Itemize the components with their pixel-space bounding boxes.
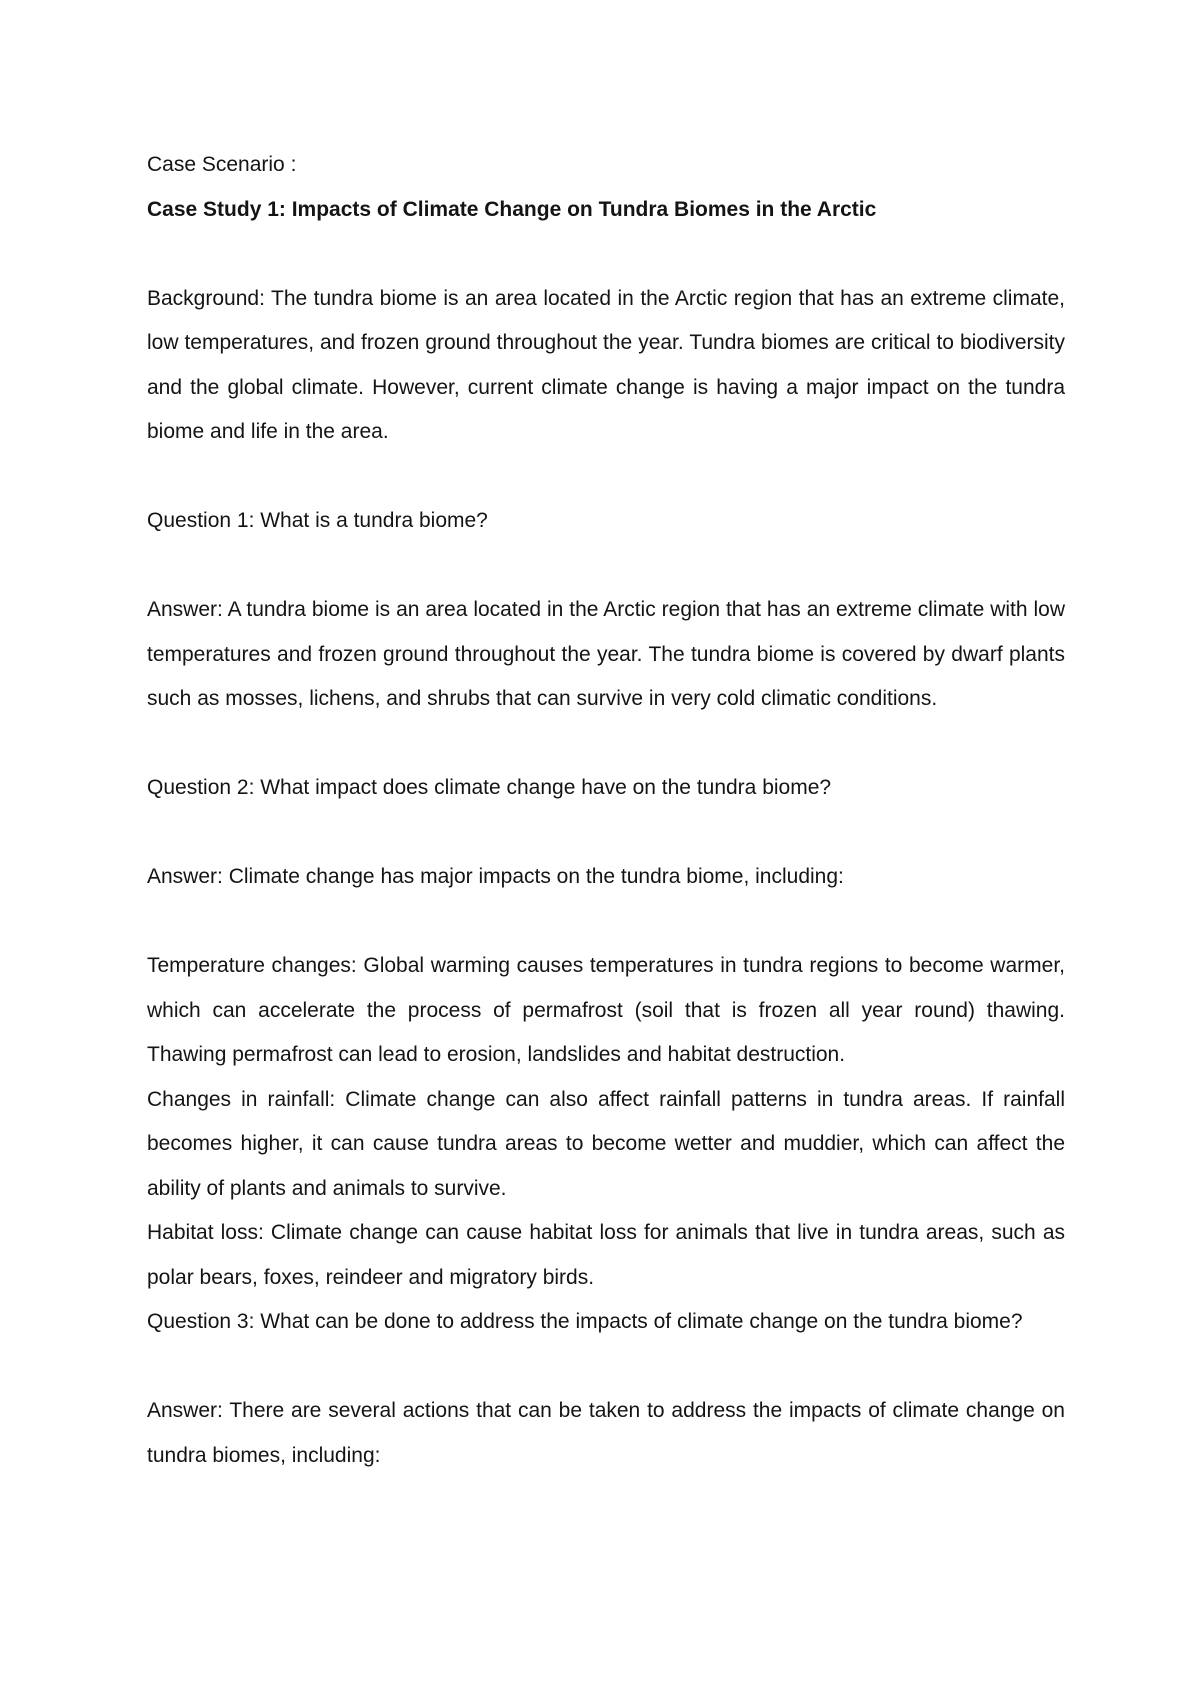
background-paragraph: Background: The tundra biome is an area located in the Arctic region that has an extreme climate, low temperatures, and frozen ground throughout the year. Tundra biomes are critical to biodiversity and the global climate. However, current climate change is having a major impact on the tundra biome and life in the area. (147, 286, 1065, 443)
spacer (147, 544, 1065, 589)
question-3: Question 3: What can be done to address the impacts of climate change on the tundra biome? (147, 1310, 1023, 1333)
answer-1: Answer: A tundra biome is an area located in the Arctic region that has an extreme climate with low temperatures and frozen ground throughout the year. The tundra biome is covered by dwarf plants such as mosses, lichens, and shrubs that can survive in very cold climatic conditions. (147, 598, 1065, 710)
case-scenario-label: Case Scenario : (147, 153, 297, 176)
spacer (147, 900, 1065, 945)
question-1: Question 1: What is a tundra biome? (147, 509, 488, 532)
case-study-title: Case Study 1: Impacts of Climate Change on Tundra Biomes in the Arctic (147, 197, 877, 221)
spacer (147, 232, 1065, 277)
impact-rainfall-changes: Changes in rainfall: Climate change can also affect rainfall patterns in tundra areas. If rainfall becomes higher, it can cause tundra areas to become wetter and muddier, which can affect the ability of plants and animals to survive. (147, 1087, 1065, 1200)
spacer (147, 811, 1065, 856)
question-2: Question 2: What impact does climate change have on the tundra biome? (147, 776, 832, 799)
spacer (147, 722, 1065, 767)
answer-3-intro: Answer: There are several actions that can be taken to address the impacts of climate change on tundra biomes, including: (147, 1399, 1065, 1467)
document-body (147, 143, 1065, 1478)
spacer (147, 1345, 1065, 1390)
impact-habitat-loss: Habitat loss: Climate change can cause habitat loss for animals that live in tundra areas, such as polar bears, foxes, reindeer and migratory birds. (147, 1221, 1065, 1289)
impact-temperature-changes: Temperature changes: Global warming causes temperatures in tundra regions to become warmer, which can accelerate the process of permafrost (soil that is frozen all year round) thawing. Thawing permafrost can lead to erosion, landslides and habitat destruction. (147, 954, 1065, 1066)
answer-2-intro: Answer: Climate change has major impacts on the tundra biome, including: (147, 865, 844, 888)
spacer (147, 455, 1065, 500)
